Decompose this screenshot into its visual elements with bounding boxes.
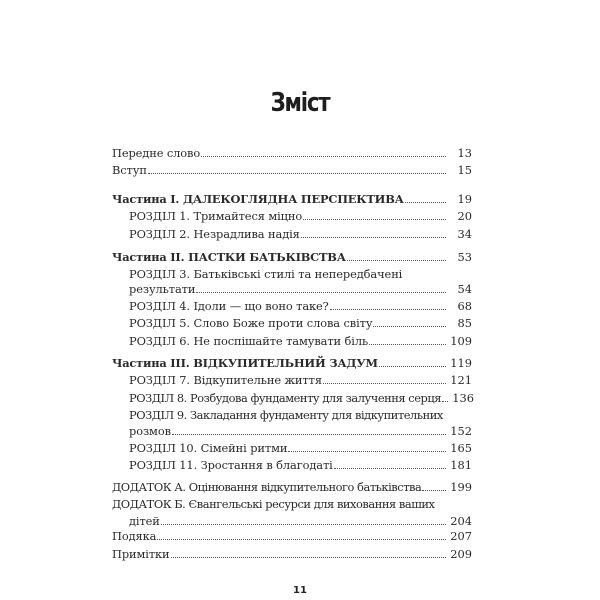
entry-label: Частина ІІ. ПАСТКИ БАТЬКІВСТВА [112, 250, 346, 264]
entry-label: дітей [129, 514, 160, 528]
entry-page-number: 209 [450, 547, 472, 561]
entry-label: Частина І. ДАЛЕКОГЛЯДНА ПЕРСПЕКТИВА [112, 192, 404, 206]
entry-page-number: 136 [452, 391, 474, 405]
entry-page-number: 207 [450, 529, 472, 543]
entry-page-number: 181 [450, 458, 472, 472]
entry-label: Передне слово [112, 146, 201, 160]
entry-page-number: 199 [450, 480, 472, 494]
toc-entry-chapter-10[interactable] [129, 440, 472, 457]
entry-page-number: 68 [457, 299, 472, 313]
dot-leader [334, 467, 446, 469]
toc-entry-chapter-4[interactable] [129, 298, 472, 315]
toc-entry-chapter-9-line-1[interactable]: РОЗДІЛ 9. Закладання фундаменту для відкупительних [129, 408, 443, 422]
entry-label: РОЗДІЛ 8. Розбудова фундаменту для залучення серця [129, 391, 441, 405]
entry-page-number: 85 [457, 316, 472, 330]
toc-entry-chapter-9[interactable] [129, 423, 472, 440]
page-title: Зміст [270, 88, 330, 118]
dot-leader [157, 538, 446, 540]
toc-entry-part-1[interactable] [112, 191, 472, 208]
dot-leader [301, 236, 446, 238]
toc-entry-chapter-3[interactable] [129, 281, 472, 298]
toc-entry-part-3[interactable] [112, 355, 472, 372]
dot-leader [347, 259, 446, 261]
toc-entry-part-2[interactable] [112, 249, 472, 266]
toc-entry-chapter-3-line-1[interactable]: РОЗДІЛ 3. Батьківські стилі та непередбачені [129, 267, 403, 281]
dot-leader [171, 556, 446, 558]
entry-label: РОЗДІЛ 2. Незрадлива надія [129, 227, 300, 241]
toc-entry-chapter-8[interactable] [129, 390, 472, 407]
entry-page-number: 119 [450, 356, 472, 370]
toc-entry-chapter-11[interactable] [129, 457, 472, 474]
toc-entry-chapter-7[interactable] [129, 372, 472, 389]
dot-leader [201, 155, 446, 157]
entry-page-number: 54 [457, 282, 472, 296]
dot-leader [323, 382, 446, 384]
dot-leader [303, 218, 446, 220]
toc-entry-foreword[interactable] [112, 145, 472, 162]
page-number: 11 [293, 585, 307, 596]
entry-label: РОЗДІЛ 7. Відкупительне життя [129, 373, 322, 387]
entry-page-number: 15 [457, 163, 472, 177]
dot-leader [330, 308, 446, 310]
dot-leader [172, 433, 446, 435]
entry-label: РОЗДІЛ 10. Сімейні ритми [129, 441, 288, 455]
entry-label: ДОДАТОК А. Оцінювання відкупительного батьківства [112, 480, 422, 494]
entry-label: Примітки [112, 547, 170, 561]
entry-page-number: 109 [450, 334, 472, 348]
entry-label: результати [129, 282, 196, 296]
toc-entry-appendix-a[interactable] [112, 479, 472, 496]
entry-page-number: 20 [457, 209, 472, 223]
entry-page-number: 152 [450, 424, 472, 438]
toc-entry-chapter-5[interactable] [129, 315, 472, 332]
entry-label: РОЗДІЛ 11. Зростання в благодаті [129, 458, 333, 472]
toc-entry-appendix-b-line-1[interactable]: ДОДАТОК Б. Євангельські ресурси для виховання ваших [112, 497, 435, 511]
dot-leader [196, 291, 446, 293]
toc-entry-chapter-1[interactable] [129, 208, 472, 225]
entry-page-number: 53 [457, 250, 472, 264]
toc-entry-notes[interactable] [112, 546, 472, 563]
dot-leader [148, 172, 446, 174]
toc-entry-chapter-6[interactable] [129, 333, 472, 350]
entry-page-number: 34 [457, 227, 472, 241]
entry-label: Подяка [112, 529, 157, 543]
toc-entry-acknowledgments[interactable] [112, 528, 472, 545]
dot-leader [442, 400, 448, 402]
dot-leader [288, 450, 446, 452]
entry-page-number: 204 [450, 514, 472, 528]
entry-label: Частина ІІІ. ВІДКУПИТЕЛЬНИЙ ЗАДУМ [112, 356, 378, 370]
dot-leader [422, 489, 446, 491]
entry-label: РОЗДІЛ 6. Не поспішайте тамувати біль [129, 334, 369, 348]
entry-page-number: 165 [450, 441, 472, 455]
entry-label: розмов [129, 424, 171, 438]
entry-label: Вступ [112, 163, 147, 177]
dot-leader [161, 523, 446, 525]
toc-entry-intro[interactable] [112, 162, 472, 179]
toc-entry-chapter-2[interactable] [129, 226, 472, 243]
entry-page-number: 13 [457, 146, 472, 160]
dot-leader [379, 365, 446, 367]
entry-label: РОЗДІЛ 4. Ідоли — що воно таке? [129, 299, 329, 313]
dot-leader [373, 325, 446, 327]
entry-label: РОЗДІЛ 1. Тримайтеся міцно [129, 209, 303, 223]
dot-leader [405, 201, 446, 203]
entry-label: РОЗДІЛ 5. Слово Боже проти слова світу [129, 316, 373, 330]
entry-page-number: 19 [457, 192, 472, 206]
entry-page-number: 121 [450, 373, 472, 387]
dot-leader [369, 343, 446, 345]
